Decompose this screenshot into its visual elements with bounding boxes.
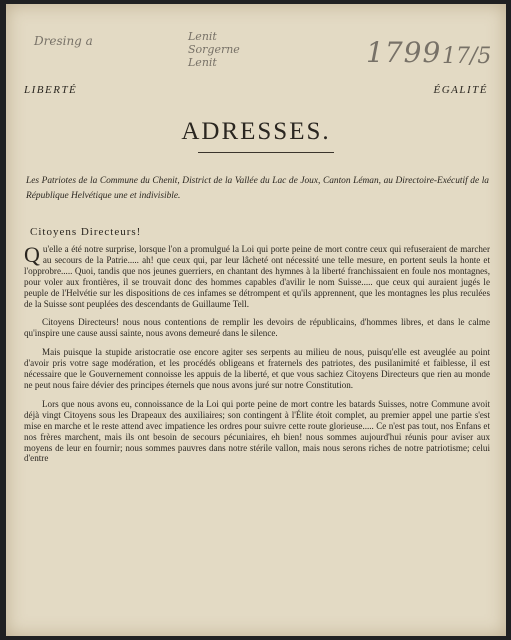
- motto-egalite: ÉGALITÉ: [433, 84, 488, 96]
- document-page: [6, 4, 506, 636]
- paragraph-4: Lors que nous avons eu, connoissance de la Loi qui porte peine de mort contre les batards Suisses, notre Commune avoit déjà vingt Citoyens sous les Drapeaux des auxiliaires; son contingent à l'Élite étoit complet, au premier appel une partie s'est mise en marche et le reste attend avec impatience les ordres pour suivre cette route glorieuse..... Ce n'est pas tout, nos Enfans et nos frères marchent, mais ils ont besoin de secours pécuniaires, eh bien! nous sommes aujourd'hui réunis pour aviser aux moyens de leur en fournir; nous sommes pauvres dans notre stérile vallon, mais nous serons riches de notre patriotisme; celui d'entre: [24, 398, 490, 464]
- document-body: [24, 244, 490, 472]
- handwritten-reference: 17/5: [442, 44, 492, 69]
- document-title: ADRESSES.: [181, 118, 331, 145]
- document-subtitle: Les Patriotes de la Commune du Chenit, District de la Vallée du Lac de Joux, Canton Léman, au Directoire-Exécutif de la République Helvétique une et indivisible.: [26, 176, 489, 201]
- title-rule: [198, 152, 334, 153]
- motto-liberte: LIBERTÉ: [24, 84, 78, 96]
- handwritten-note-middle: Lenit Sorgerne Lenit: [188, 30, 240, 69]
- paragraph-1-text: u'elle a été notre surprise, lorsque l'on a promulgué la Loi qui porte peine de mort contre ceux qui refuseraient de marcher au secours de la Patrie..... ah! que ceux qui, par leur lâcheté ont nécessité une telle mesure, en portent seuls la honte et l'opprobre..... Quoi, tandis que nos jeunes guerriers, en chantant des hymnes à la liberté franchissaient en foule nos montagnes, pour voler aux frontières, il se trouvait donc des hommes capables d'avilir le nom Suisse..... que ceux qui auraient jugés le peuple de l'Helvétie sur les dispositions de ces infames se détrompent et qu'ils apprennent, que les montagnes les plus reculées de la Suisse sont peuplées des descendants de Guillaume Tell.: [24, 244, 490, 309]
- handwritten-note-left: Dresing a: [34, 34, 93, 48]
- paragraph-2: Citoyens Directeurs! nous nous contentions de remplir les devoirs de républicains, d'hommes libres, et dans le calme qu'inspire une cause aussi sainte, nous avons demeuré dans le silence.: [24, 317, 490, 339]
- paragraph-3: Mais puisque la stupide aristocratie ose encore agiter ses serpents au milieu de nous, puisqu'elle est aveuglée au point d'avoir pris votre sage modération, et les procédés obligeans et fraternels des patriotes, des pusilanimité et faiblesse, il est nécessaire que le Gouvernement connoisse les appuis de la liberté, et que vous sachiez Citoyens Directeurs que rien au monde ne peut nous faire dévier des principes éternels que nous avons juré sur notre Constitution.: [24, 347, 490, 390]
- handwritten-year: 1799: [366, 36, 442, 69]
- salutation: Citoyens Directeurs!: [30, 226, 142, 238]
- paragraph-1: [24, 244, 490, 309]
- drop-cap: Q: [24, 242, 40, 267]
